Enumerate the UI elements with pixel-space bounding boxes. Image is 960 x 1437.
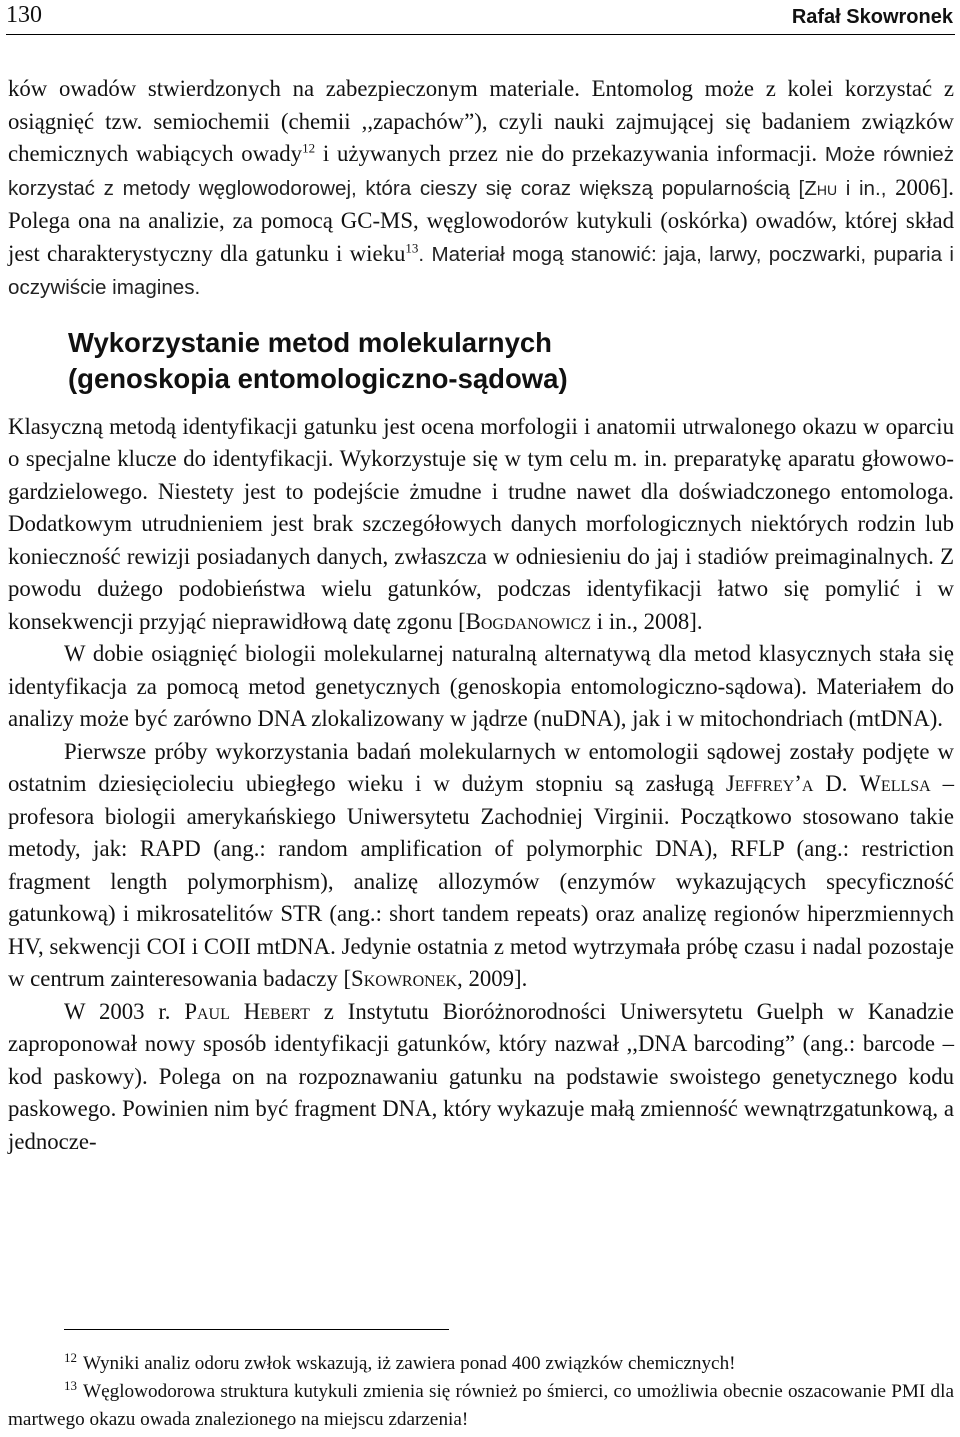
paragraph: [8, 736, 954, 996]
person-name: Paul Hebert: [184, 998, 310, 1024]
text-run: i in., 2008].: [591, 608, 703, 634]
text-run: Pierwsze próby wykorzystania badań molekularnych w entomologii sądowej zostały podjęte w ostatnim dziesięcioleciu ubiegłego wieku i w dużym stopniu są zasługą: [8, 738, 954, 796]
footnotes: [8, 1329, 954, 1434]
text-run: D.: [813, 771, 860, 796]
text-run: . Materiał mogą stanowić: jaja, larwy, poczwarki, puparia i oczywiście imagines.: [8, 242, 954, 299]
person-name: Jeffrey’a: [725, 771, 814, 796]
running-head: [6, 0, 955, 35]
footnote-12: [8, 1350, 954, 1378]
text-run: i in.,: [837, 176, 887, 200]
running-head-author: Rafał Skowronek: [791, 6, 953, 28]
section-title-line: (genoskopia entomologiczno-sądowa): [68, 362, 568, 394]
main-text: [8, 73, 954, 1158]
paragraph: W dobie osiągnięć biologii molekularnej naturalną alternatywą dla metod klasycznych stała się identyfikacja za pomocą metod genetycznych (genoskopia entomologiczno-sądowa). Materiałem do analizy może być zarówno DNA zlokalizowany w jądrze (nuDNA), jak i w mitochondriach (mtDNA).: [8, 641, 954, 731]
footnote-text: Węglowodorowa struktura kutykuli zmienia się również po śmierci, co umożliwia obecnie oszacowanie PMI dla martwego okazu owada znalezionego na miejscu zdarzenia!: [8, 1381, 954, 1430]
page-number: 130: [6, 2, 42, 28]
paragraph: [8, 411, 954, 639]
text-run: 2006]. Polega ona na analizie, za pomocą GC-MS, węglowodorów kutykuli (oskórka) owadów, której skład jest charakterystyczny dla gatunku i wieku: [8, 174, 954, 266]
text-run: ków owadów stwierdzonych na zabezpieczonym materiale. Entomolog może z kolei korzystać z osiągnięć tzw. semiochemii (chemii ,,zapachów”), czyli nauki zajmującej się badaniem związków chemicznych wabiących owady: [8, 76, 954, 166]
footnote-number: 12: [64, 1349, 77, 1365]
footnote-13: [8, 1378, 954, 1434]
footnote-number: 13: [64, 1377, 77, 1393]
text-run: i używanych przez nie do przekazywania informacji.: [315, 141, 818, 166]
person-name: Wellsa: [859, 771, 931, 796]
text-run: W 2003 r.: [64, 998, 185, 1024]
text-run: z Instytutu Bioróżnorodności Uniwersytetu Guelph w Kanadzie zaproponował nowy sposób identyfikacji gatunków, który nazwał ,,DNA barcoding” (ang.: barcode – kod paskowy). Polega on na rozpoznawaniu gatunku na podstawie swoistego genetycznego kodu paskowego. Powinien nim być fragment DNA, który wykazuje małą zmienność wewnątrzgatunkową, a jednocze-: [8, 998, 954, 1154]
section-title: [68, 325, 954, 397]
text-run: , 2009].: [457, 966, 528, 991]
footnote-text: Wyniki analiz odoru zwłok wskazują, iż zawiera ponad 400 związków chemicznych!: [83, 1353, 736, 1374]
section-title-line: Wykorzystanie metod molekularnych: [68, 326, 552, 358]
citation-author: Zhu: [804, 176, 838, 200]
citation-author: Bogdanowicz: [465, 608, 592, 634]
paragraph-continued: [8, 73, 954, 305]
footnote-ref-12[interactable]: 12: [302, 140, 316, 156]
citation-author: Skowronek: [351, 966, 458, 991]
text-run: – profesora biologii amerykańskiego Uniwersytetu Zachodniej Virginii. Początkowo stosowano takie metody, jak: RAPD (ang.: random amplification of polymorphic DNA), RFLP (ang.: restriction fragment length polymorphism), analizę allozymów (enzymów wykazujących specyficzność gatunkową) i mikrosatelitów STR (ang.: short tandem repeats) oraz analizę regionów hiperzmiennych HV, sekwencji COI i COII mtDNA. Jedynie ostatnia z metod wytrzymała próbę czasu i nadal pozostaje w centrum zainteresowania badaczy [: [8, 771, 954, 991]
footnote-ref-13[interactable]: 13: [405, 239, 419, 255]
paragraph: [8, 996, 954, 1159]
text-run: Klasyczną metodą identyfikacji gatunku jest ocena morfologii i anatomii utrwalonego okazu w oparciu o specjalne klucze do identyfikacji. Wykorzystuje się w tym celu m. in. preparatykę aparatu głowowo-gardzielowego. Niestety jest to podejście żmudne i trudne nawet dla doświadczonego entomologa. Dodatkowym utrudnieniem jest brak szczegółowych danych morfologicznych niektórych rodzin lub konieczność rewizji posiadanych danych, zwłaszcza w odniesieniu do jaj i stadiów preimaginalnych. Z powodu dużego podobieństwa wielu gatunków, podczas identyfikacji łatwo się pomylić i w konsekwencji przyjąć nieprawidłową datę zgonu [: [8, 413, 954, 634]
text-run: Może również korzystać z metody węglowodorowej, która cieszy się coraz większą popularnością [: [8, 143, 954, 200]
footnote-rule: [64, 1329, 449, 1330]
